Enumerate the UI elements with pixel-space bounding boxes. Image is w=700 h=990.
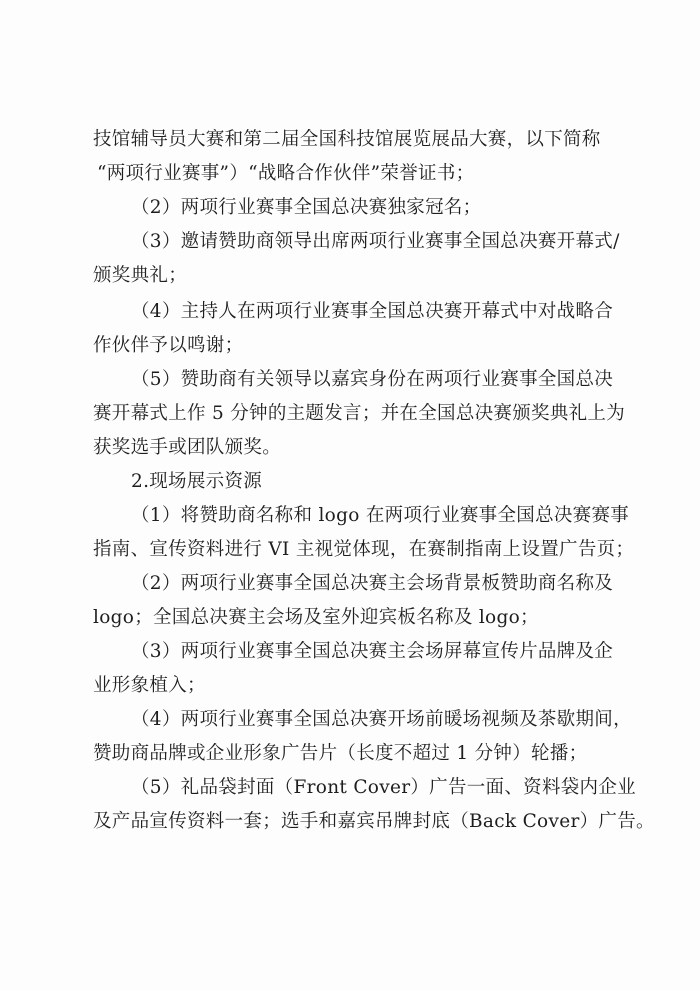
text-line: （3）两项行业赛事全国总决赛主会场屏幕宣传片品牌及企 (131, 641, 614, 662)
text-line: （4）主持人在两项行业赛事全国总决赛开幕式中对战略合 (131, 301, 614, 322)
text-line: 及产品宣传资料一套；选手和嘉宾吊牌封底（Back Cover）广告。 (93, 811, 655, 832)
text-line: 指南、宣传资料进行 VI 主视觉体现，在赛制指南上设置广告页； (93, 539, 635, 560)
text-line: （4）两项行业赛事全国总决赛开场前暖场视频及茶歇期间， (131, 709, 632, 730)
text-line: （2）两项行业赛事全国总决赛独家冠名； (131, 197, 482, 218)
text-line: 获奖选手或团队颁奖。 (93, 437, 282, 458)
text-line: logo；全国总决赛主会场及室外迎宾板名称及 logo； (93, 607, 539, 628)
text-line: 作伙伴予以鸣谢； (93, 335, 244, 356)
text-line: 赛开幕式上作 5 分钟的主题发言；并在全国总决赛颁奖典礼上为 (93, 403, 626, 424)
text-line: 技馆辅导员大赛和第二届全国科技馆展览展品大赛，以下简称 (93, 129, 601, 150)
text-line: 赞助商品牌或企业形象广告片（长度不超过 1 分钟）轮播； (93, 743, 588, 764)
text-line: “两项行业赛事”）“战略合作伙伴”荣誉证书； (97, 163, 475, 184)
text-line: （3）邀请赞助商领导出席两项行业赛事全国总决赛开幕式/ (131, 231, 620, 252)
text-line: （5）赞助商有关领导以嘉宾身份在两项行业赛事全国总决 (131, 369, 614, 390)
section-heading: 2.现场展示资源 (131, 471, 263, 492)
text-line: （5）礼品袋封面（Front Cover）广告一面、资料袋内企业 (131, 777, 636, 798)
text-line: （1）将赞助商名称和 logo 在两项行业赛事全国总决赛赛事 (131, 505, 630, 526)
text-line: 颁奖典礼； (93, 265, 188, 286)
text-line: 业形象植入； (93, 675, 206, 696)
text-line: （2）两项行业赛事全国总决赛主会场背景板赞助商名称及 (131, 573, 614, 594)
